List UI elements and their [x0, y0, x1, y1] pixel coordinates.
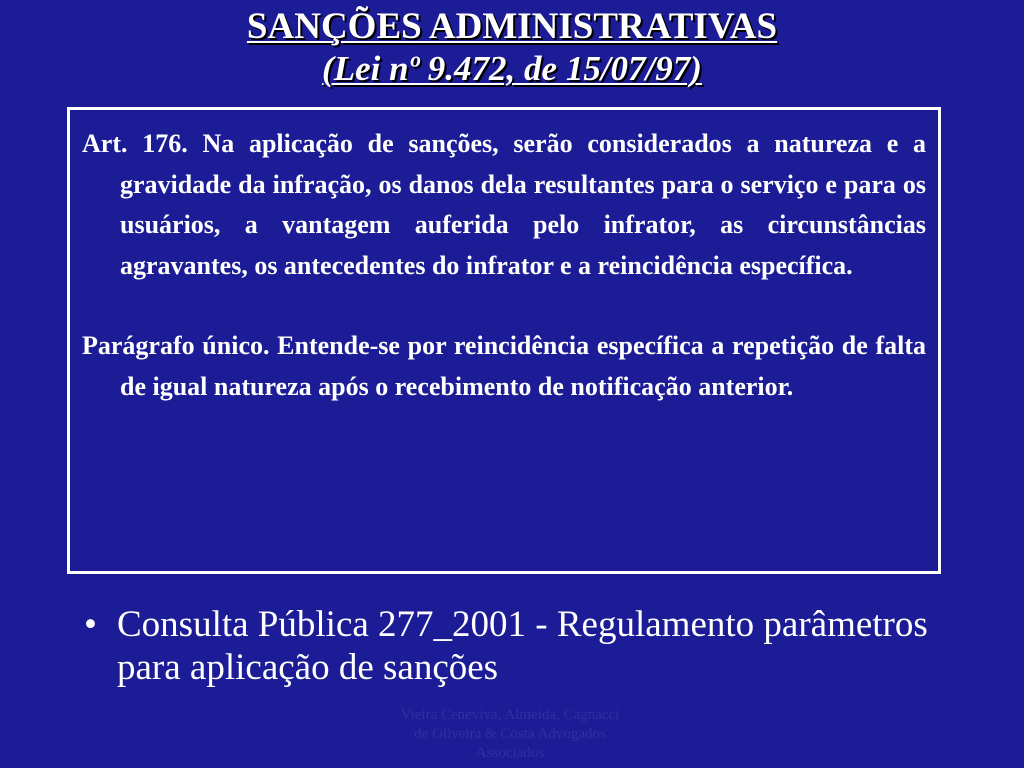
paragrafo-unico-text: Parágrafo único. Entende-se por reincidência específica a repetição de falta de igual natureza após o recebimento de notificação anterior.: [82, 331, 926, 401]
footer-line-2: de Oliveira & Costa Advogados: [414, 726, 606, 742]
footer-line-3: Associados: [475, 745, 545, 761]
slide-title-block: [0, 6, 1024, 90]
bullet-dot-icon: •: [84, 604, 97, 645]
article-text-box: [67, 107, 941, 574]
slide-title: SANÇÕES ADMINISTRATIVAS: [246, 6, 778, 47]
slide-subtitle: (Lei nº 9.472, de 15/07/97): [322, 49, 702, 88]
bullet-text: Consulta Pública 277_2001 - Regulamento parâmetros para aplicação de sanções: [117, 604, 928, 688]
footer-credit: [340, 706, 680, 763]
bullet-item: [84, 603, 944, 689]
footer-line-1: Vieira Ceneviva, Almeida, Cagnacci: [400, 707, 620, 723]
article-176-text: Art. 176. Na aplicação de sanções, serão considerados a natureza e a gravidade da infração, os danos dela resultantes para o serviço e para os usuários, a vantagem auferida pelo infrator, as circunstâncias agravantes, os antecedentes do infrator e a reincidência específica.: [82, 129, 926, 280]
